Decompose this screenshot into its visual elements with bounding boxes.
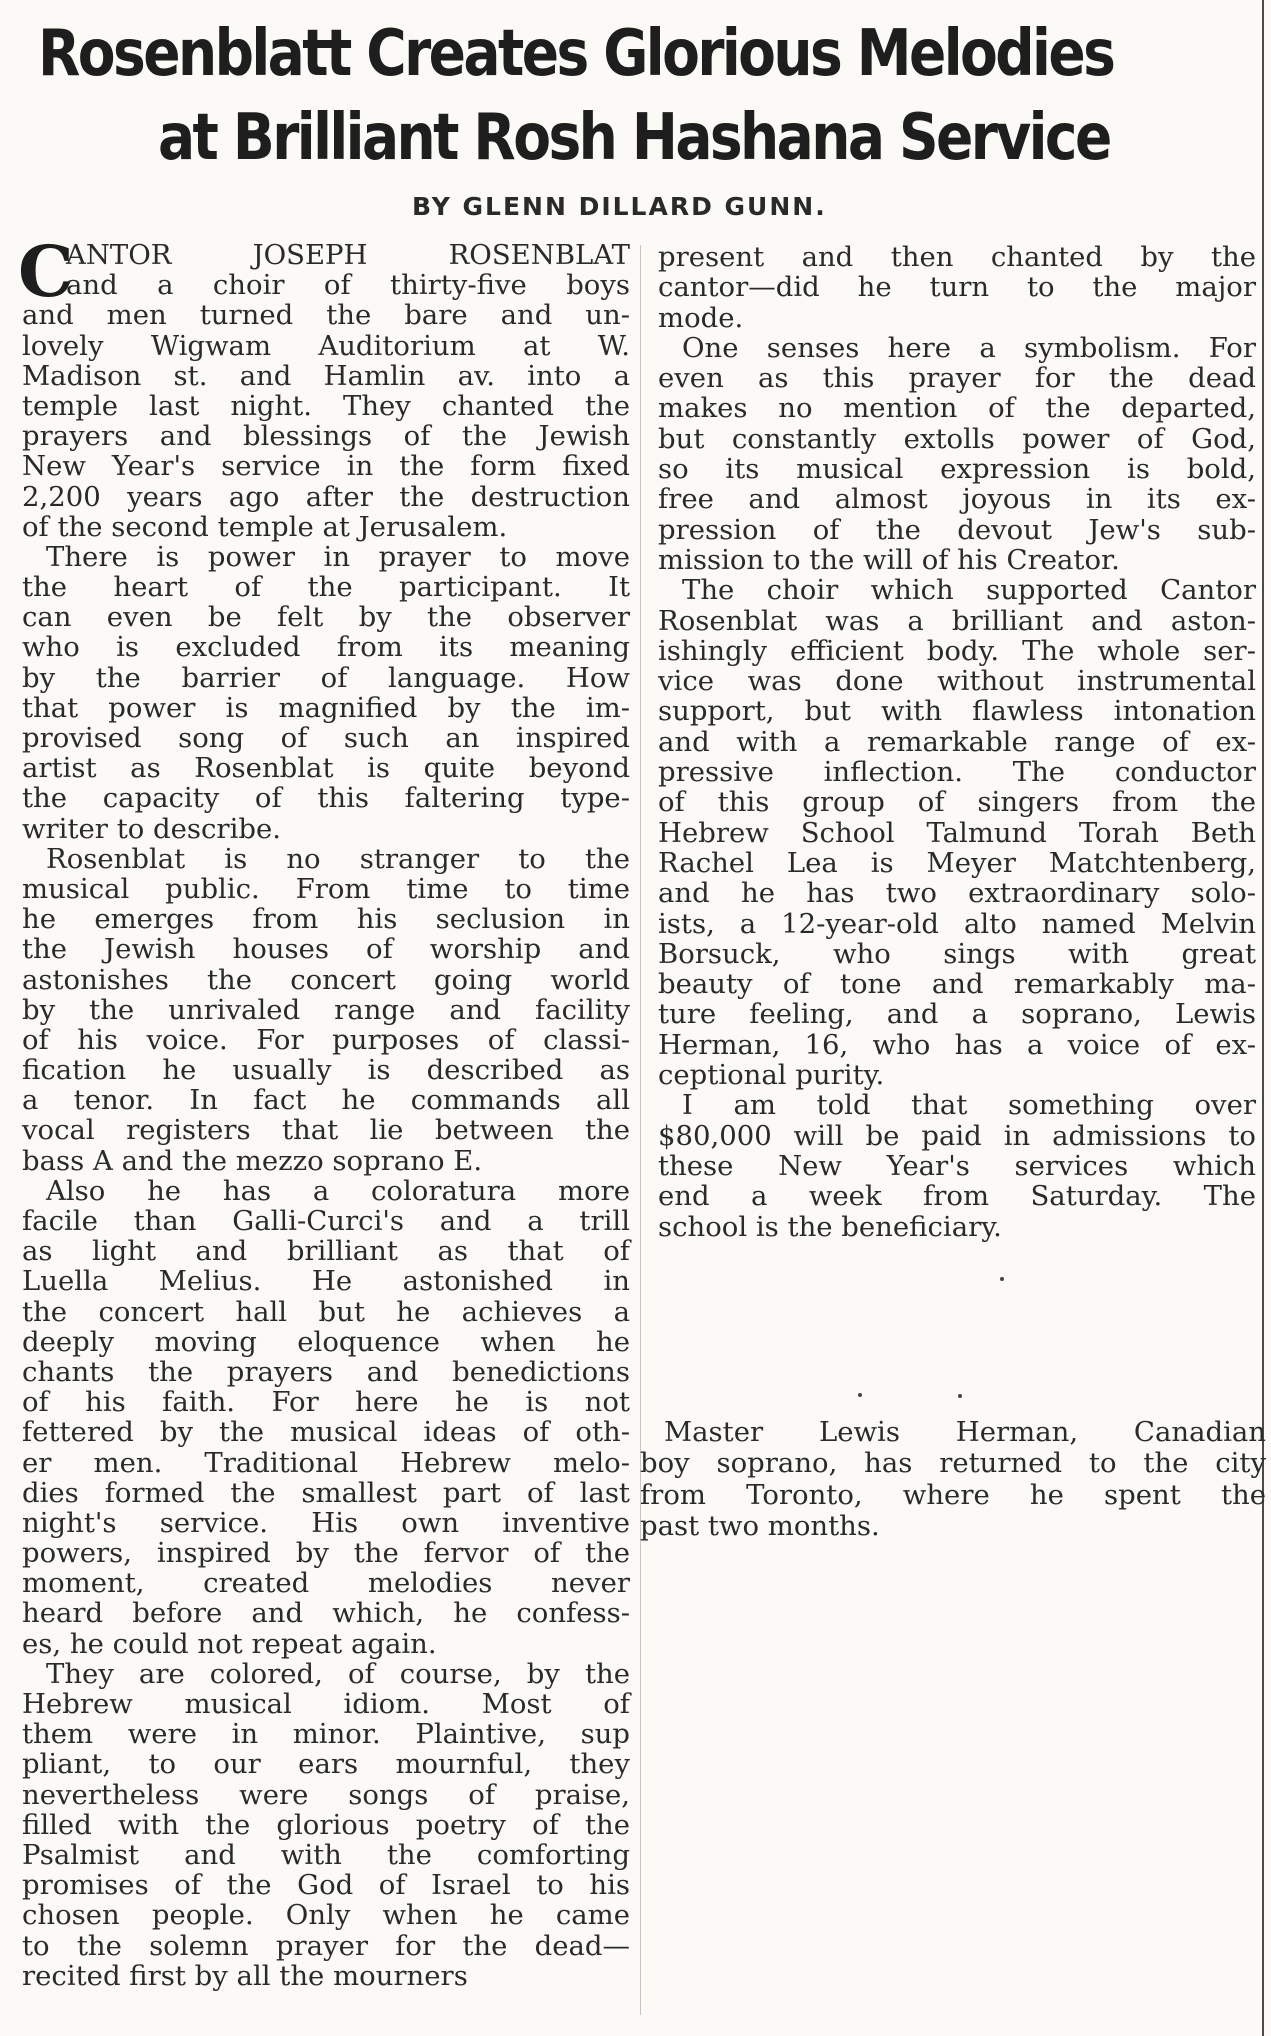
text-line: chants the prayers and benedictions [22, 1355, 630, 1388]
text-line: Hebrew musical idiom. Most of [22, 1688, 630, 1720]
text-line: these New Year's services which [658, 1149, 1256, 1182]
text-line: makes no mention of the departed, [658, 392, 1256, 425]
text-line: provised song of such an inspired [22, 722, 630, 754]
text-line: the capacity of this faltering type- [22, 782, 630, 815]
text-line: There is power in prayer to move [46, 540, 630, 573]
text-line: bass A and the mezzo soprano E. [22, 1144, 483, 1177]
text-line: by the unrivaled range and facility [22, 993, 630, 1026]
text-line: that power is magnified by the im- [22, 691, 630, 724]
article-column-left [22, 240, 630, 1991]
drop-cap: C [18, 230, 74, 313]
text-line: I am told that something over [682, 1089, 1256, 1122]
text-line: of his faith. For here he is not [22, 1386, 630, 1419]
text-line: writer to describe. [22, 812, 281, 845]
text-line: deeply moving eloquence when he [22, 1325, 630, 1358]
text-line: Borsuck, who sings with great [658, 937, 1256, 970]
text-line: lovely Wigwam Auditorium at W. [22, 329, 630, 362]
text-line: them were in minor. Plaintive, sup [22, 1718, 630, 1751]
text-line: mission to the will of his Creator. [658, 543, 1120, 576]
text-line: to the solemn prayer for the dead— [22, 1929, 630, 1962]
text-line: vice was done without instrumental [658, 665, 1256, 698]
text-line: free and almost joyous in its ex- [658, 483, 1256, 516]
text-line: the Jewish houses of worship and [22, 933, 630, 966]
text-line: he emerges from his seclusion in [22, 903, 630, 936]
text-line: night's service. His own inventive [22, 1506, 630, 1539]
text-line: mode. [658, 301, 744, 334]
text-line: can even be felt by the observer [22, 601, 630, 634]
text-line: heard before and which, he confess- [22, 1597, 630, 1630]
text-line: ANTOR JOSEPH ROSENBLAT [66, 239, 630, 271]
text-line: nevertheless were songs of praise, [22, 1778, 630, 1811]
text-line: facile than Galli-Curci's and a trill [22, 1205, 630, 1237]
text-line: recited first by all the mourners [22, 1959, 468, 1992]
text-line: powers, inspired by the fervor of the [22, 1537, 630, 1570]
text-line: support, but with flawless intonation [658, 695, 1256, 728]
text-line: of his voice. For purposes of classi- [22, 1023, 630, 1056]
text-line: ture feeling, and a soprano, Lewis [658, 998, 1256, 1031]
text-line: Rosenblat was a brilliant and aston- [658, 604, 1256, 637]
text-line: vocal registers that lie between the [22, 1114, 630, 1147]
text-line: prayers and blessings of the Jewish [22, 420, 630, 453]
text-line: ishingly efficient body. The whole ser- [658, 634, 1256, 667]
column-rule [640, 245, 641, 2015]
article-column-right [658, 242, 1256, 1242]
text-line: past two months. [640, 1509, 880, 1542]
text-line: $80,000 will be paid in admissions to [658, 1119, 1256, 1152]
text-line: beauty of tone and remarkably ma- [658, 968, 1256, 1001]
byline: BY GLENN DILLARD GUNN. [412, 192, 827, 221]
print-speck [858, 1393, 862, 1397]
text-line: pressive inflection. The conductor [658, 756, 1256, 789]
text-line: fication he usually is described as [22, 1054, 630, 1087]
text-line: Herman, 16, who has a voice of ex- [658, 1028, 1256, 1061]
text-line: Master Lewis Herman, Canadian [664, 1416, 1266, 1448]
text-line: even as this prayer for the dead [658, 362, 1256, 395]
headline-line-2: at Brilliant Rosh Hashana Service [158, 101, 1110, 175]
text-line: They are colored, of course, by the [46, 1657, 630, 1690]
text-line: astonishes the concert going world [22, 963, 630, 996]
text-line: artist as Rosenblat is quite beyond [22, 752, 630, 785]
print-speck [1000, 1277, 1004, 1281]
text-line: fettered by the musical ideas of oth- [22, 1416, 630, 1449]
text-line: the heart of the participant. It [22, 571, 630, 604]
text-line: er men. Traditional Hebrew melo- [22, 1446, 630, 1479]
text-line: Psalmist and with the comforting [22, 1838, 630, 1871]
text-line: One senses here a symbolism. For [682, 331, 1256, 364]
text-line: and he has two extraordinary solo- [658, 877, 1256, 910]
text-line: promises of the God of Israel to his [22, 1869, 630, 1902]
text-line: end a week from Saturday. The [658, 1180, 1256, 1213]
text-line: Madison st. and Hamlin av. into a [22, 359, 630, 392]
text-line: cantor—did he turn to the major [658, 271, 1256, 304]
text-line: and a choir of thirty-five boys [66, 269, 630, 302]
text-line: of this group of singers from the [658, 786, 1256, 819]
news-brief [640, 1417, 1266, 1542]
text-line: chosen people. Only when he came [22, 1899, 630, 1932]
text-line: school is the beneficiary. [658, 1210, 1002, 1243]
text-line: filled with the glorious poetry of the [22, 1808, 630, 1841]
text-line: of the second temple at Jerusalem. [22, 510, 508, 543]
text-line: pression of the devout Jew's sub- [658, 513, 1256, 546]
text-line: and with a remarkable range of ex- [658, 725, 1256, 758]
text-line: boy soprano, has returned to the city [640, 1447, 1266, 1480]
clipping-edge [1262, 0, 1264, 2036]
text-line: pliant, to our ears mournful, they [22, 1748, 630, 1781]
text-line: ists, a 12-year-old alto named Melvin [658, 907, 1256, 940]
text-line: moment, created melodies never [22, 1567, 630, 1600]
text-line: temple last night. They chanted the [22, 389, 630, 422]
text-line: who is excluded from its meaning [22, 631, 630, 664]
text-line: but constantly extolls power of God, [658, 422, 1256, 455]
text-line: 2,200 years ago after the destruction [22, 480, 630, 513]
text-line: and men turned the bare and un- [22, 299, 630, 332]
text-line: es, he could not repeat again. [22, 1627, 437, 1660]
text-line: musical public. From time to time [22, 872, 630, 905]
text-line: Luella Melius. He astonished in [22, 1265, 630, 1298]
text-line: Rachel Lea is Meyer Matchtenberg, [658, 846, 1256, 879]
text-line: present and then chanted by the [658, 241, 1256, 273]
text-line: dies formed the smallest part of last [22, 1476, 630, 1509]
text-line: The choir which supported Cantor [682, 574, 1256, 607]
text-line: as light and brilliant as that of [22, 1235, 630, 1268]
headline-line-1: Rosenblatt Creates Glorious Melodies [38, 17, 1114, 91]
text-line: so its musical expression is bold, [658, 453, 1256, 486]
text-line: ceptional purity. [658, 1059, 885, 1092]
print-speck [958, 1394, 962, 1398]
text-line: Hebrew School Talmund Torah Beth [658, 816, 1256, 849]
text-line: Rosenblat is no stranger to the [46, 842, 630, 875]
text-line: Also he has a coloratura more [46, 1174, 630, 1207]
text-line: from Toronto, where he spent the [640, 1478, 1266, 1511]
text-line: a tenor. In fact he commands all [22, 1084, 630, 1117]
text-line: the concert hall but he achieves a [22, 1295, 630, 1328]
text-line: New Year's service in the form fixed [22, 450, 630, 483]
text-line: by the barrier of language. How [22, 661, 630, 694]
